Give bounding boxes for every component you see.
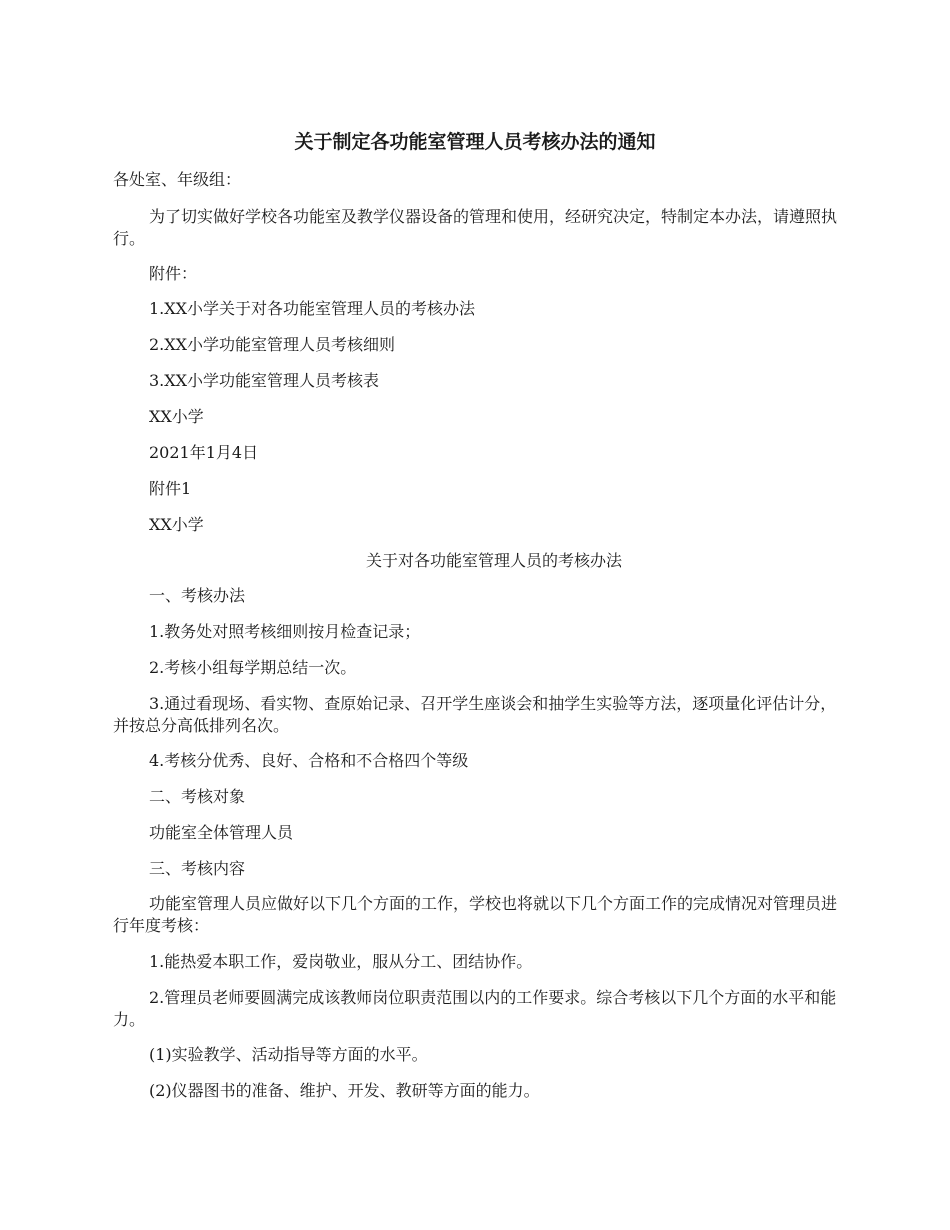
section1-item-2: 2.考核小组每学期总结一次。: [149, 658, 357, 677]
document-title: 关于制定各功能室管理人员考核办法的通知: [294, 131, 656, 153]
signature-school: XX小学: [149, 407, 204, 426]
signature-date: 2021年1月4日: [149, 443, 259, 462]
attachment-item-1: 1.XX小学关于对各功能室管理人员的考核办法: [149, 299, 476, 318]
section3-item-4: (2)仪器图书的准备、维护、开发、教研等方面的能力。: [149, 1081, 540, 1100]
section2-heading: 二、考核对象: [149, 787, 246, 806]
section1-heading: 一、考核办法: [149, 586, 246, 605]
section2-text: 功能室全体管理人员: [149, 823, 294, 842]
appendix-title: 关于对各功能室管理人员的考核办法: [365, 551, 622, 570]
attachment-item-3: 3.XX小学功能室管理人员考核表: [149, 371, 380, 390]
section3-item-1: 1.能热爱本职工作，爱岗敬业，服从分工、团结协作。: [149, 952, 533, 971]
section1-item-4: 4.考核分优秀、良好、合格和不合格四个等级: [149, 751, 469, 770]
salutation: 各处室、年级组：: [113, 170, 242, 189]
section3-intro: 功能室管理人员应做好以下几个方面的工作，学校也将就以下几个方面工作的完成情况对管理员进行年度考核：: [113, 894, 838, 935]
attachment-item-2: 2.XX小学功能室管理人员考核细则: [149, 335, 396, 354]
appendix-label: 附件1: [149, 479, 192, 498]
attachments-label: 附件：: [149, 264, 198, 283]
section3-item-3: (1)实验教学、活动指导等方面的水平。: [149, 1045, 428, 1064]
section3-heading: 三、考核内容: [149, 859, 246, 878]
section1-item-1: 1.教务处对照考核细则按月检查记录；: [149, 622, 421, 641]
section3-item-2: 2.管理员老师要圆满完成该教师岗位职责范围以内的工作要求。综合考核以下几个方面的水平和能力。: [113, 988, 837, 1029]
appendix-school: XX小学: [149, 515, 204, 534]
intro-paragraph: 为了切实做好学校各功能室及教学仪器设备的管理和使用，经研究决定，特制定本办法，请遵照执行。: [113, 207, 838, 248]
section1-item-3: 3.通过看现场、看实物、查原始记录、召开学生座谈会和抽学生实验等方法，逐项量化评估计分，并按总分高低排列名次。: [113, 694, 837, 735]
